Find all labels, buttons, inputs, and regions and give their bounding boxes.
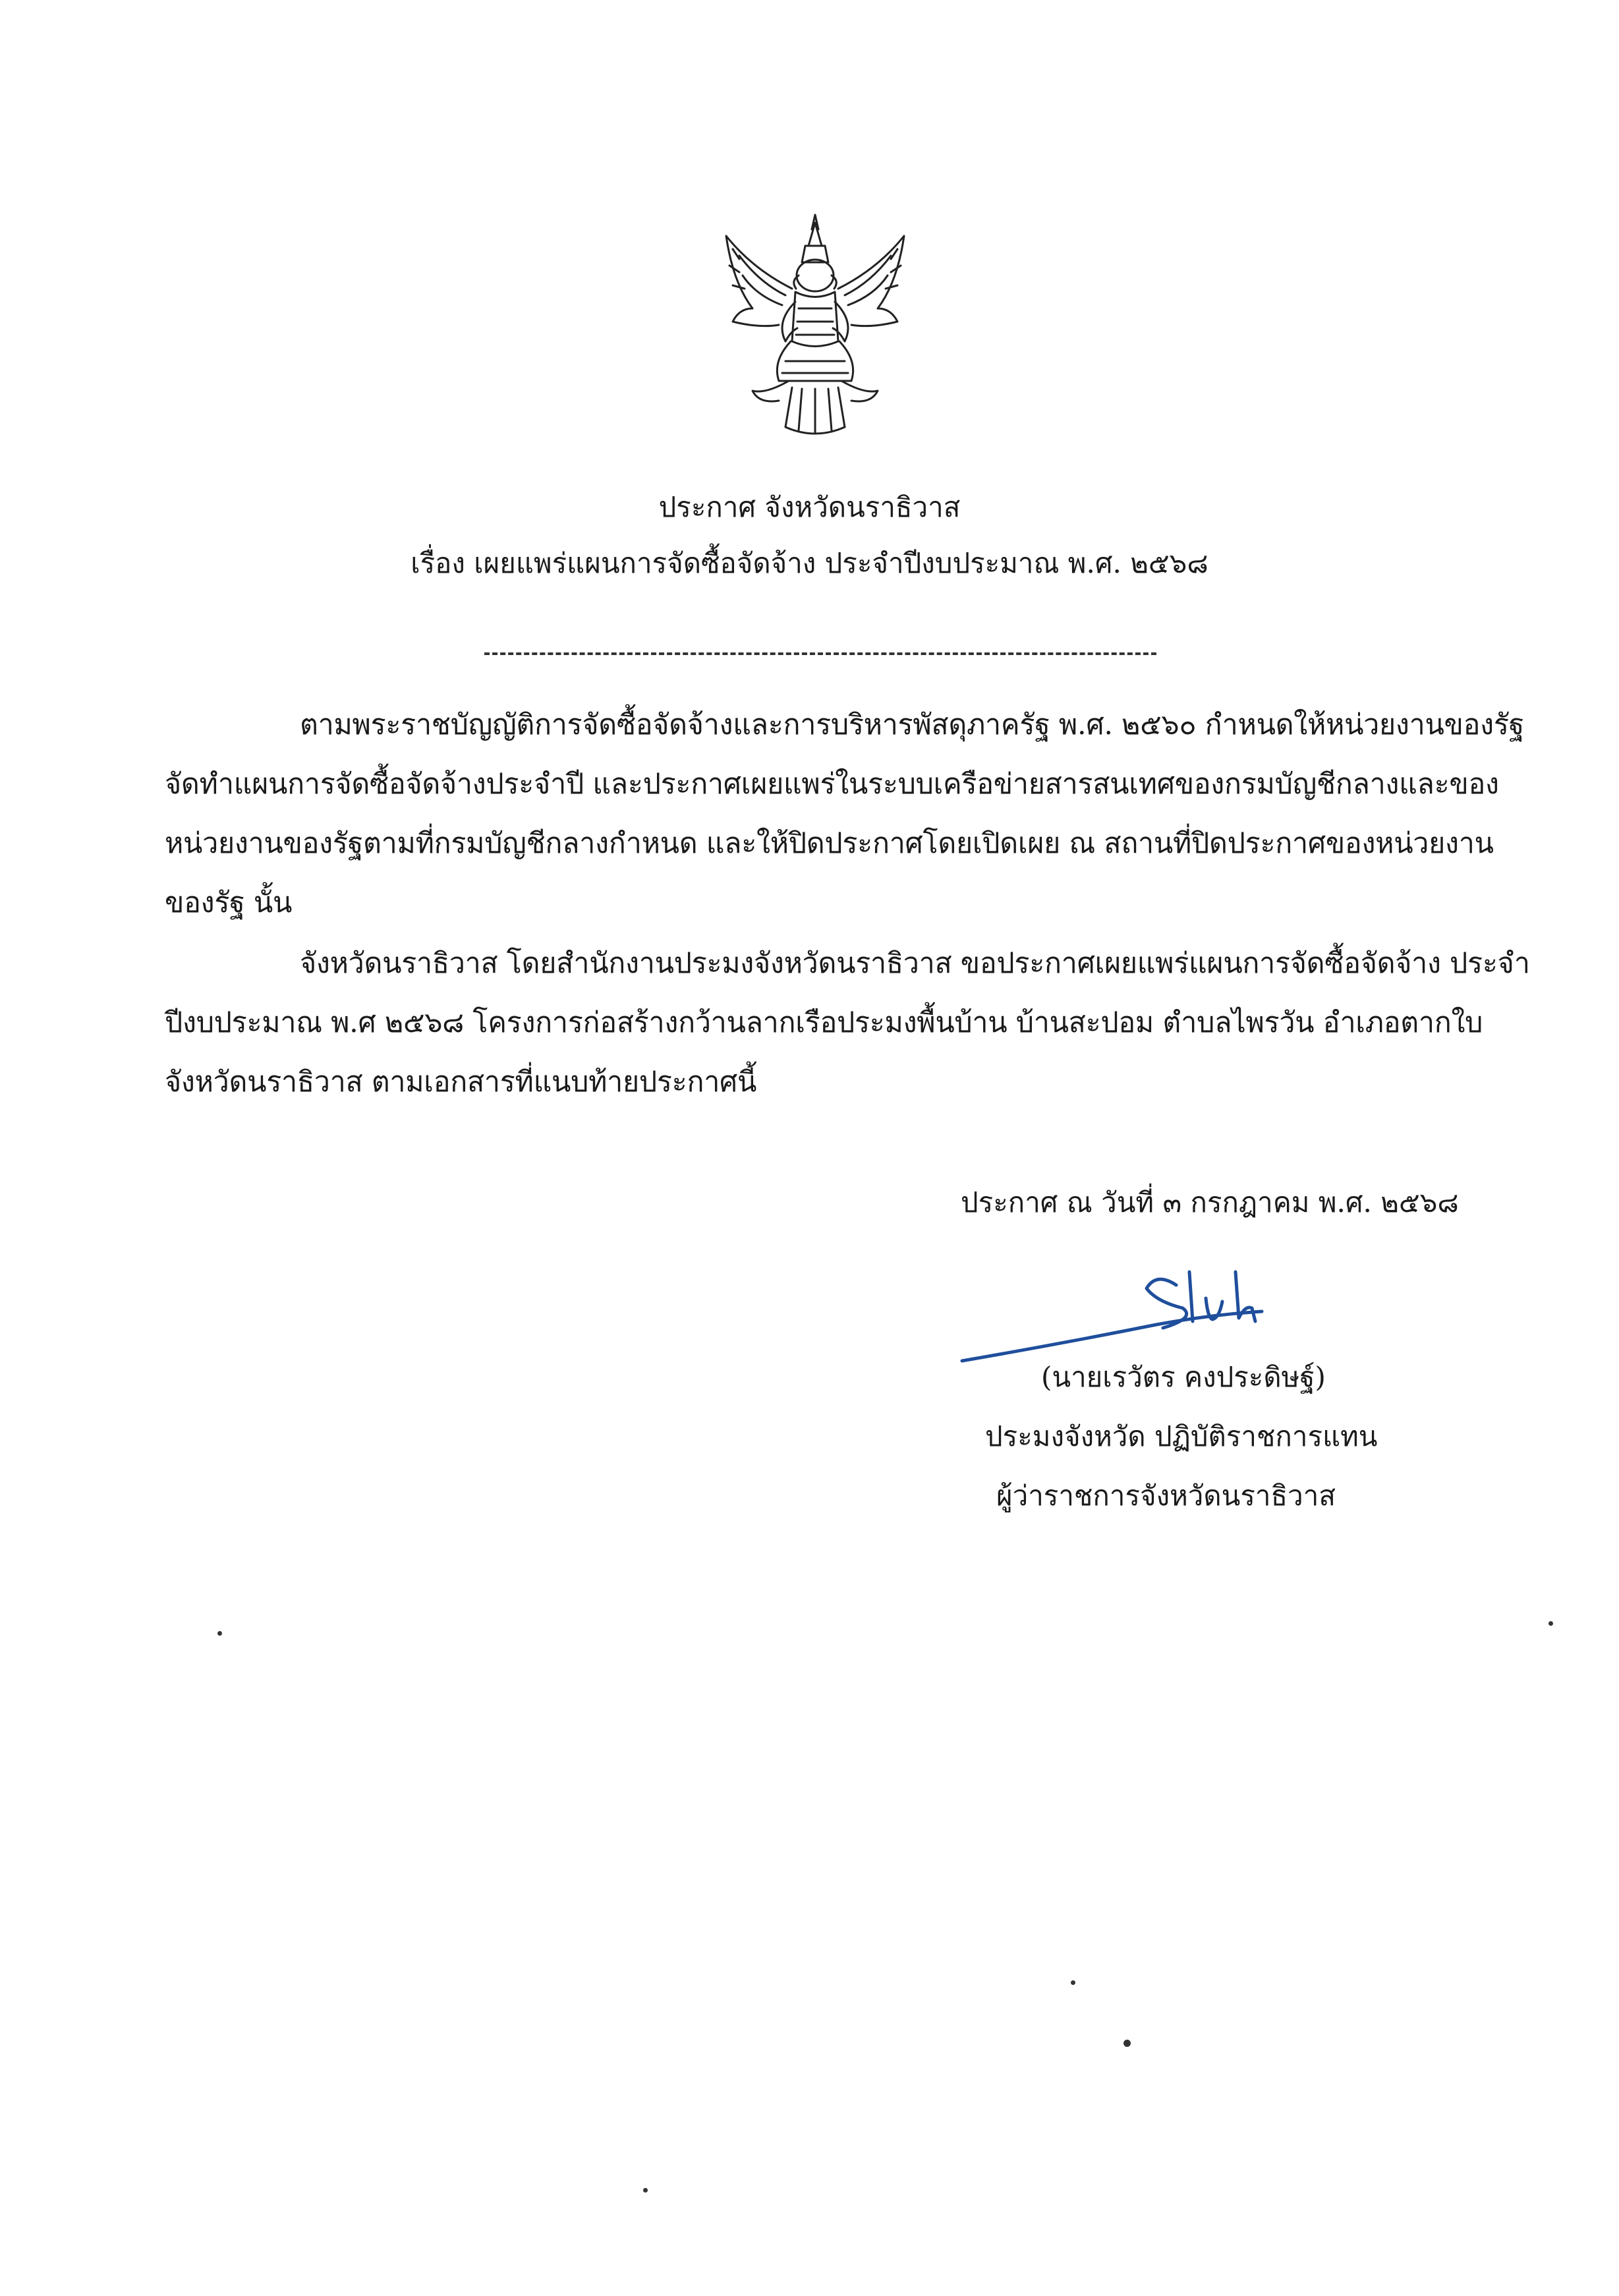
signatory-position-2: ผู้ว่าราชการจังหวัดนราธิวาส [996, 1479, 1336, 1512]
signatory-position: ประมงจังหวัด ปฏิบัติราชการแทน [985, 1420, 1378, 1452]
garuda-emblem-icon [713, 210, 917, 440]
paragraph2-line: จังหวัดนราธิวาส โดยสำนักงานประมงจังหวัดนราธิวาส ขอประกาศเผยแพร่แผนการจัดซื้อจัดจ้าง ประจำ [300, 947, 1530, 980]
scan-speck [1071, 1980, 1075, 1985]
dashed-divider [484, 652, 1156, 655]
scan-speck [1548, 1621, 1553, 1626]
paragraph1-line: ของรัฐ นั้น [165, 886, 293, 919]
announcement-date: ประกาศ ณ วันที่ ๓ กรกฎาคม พ.ศ. ๒๕๖๘ [961, 1186, 1459, 1219]
paragraph1-line: ตามพระราชบัญญัติการจัดซื้อจัดจ้างและการบริหารพัสดุภาครัฐ พ.ศ. ๒๕๖๐ กำหนดให้หน่วยงานของรัฐ [300, 708, 1525, 741]
paragraph2-line: ปีงบประมาณ พ.ศ ๒๕๖๘ โครงการก่อสร้างกว้านลากเรือประมงพื้นบ้าน บ้านสะปอม ตำบลไพรวัน อำเภอตากใบ [165, 1006, 1483, 1039]
scan-speck [1123, 2040, 1131, 2047]
scan-speck [217, 1631, 222, 1636]
paragraph2-line: จังหวัดนราธิวาส ตามเอกสารที่แนบท้ายประกาศนี้ [165, 1066, 757, 1099]
signatory-name: (นายเรวัตร คงประดิษฐ์) [1041, 1361, 1326, 1393]
paragraph1-line: จัดทำแผนการจัดซื้อจัดจ้างประจำปี และประกาศเผยแพร่ในระบบเครือข่ายสารสนเทศของกรมบัญชีกลางและของ [165, 768, 1499, 801]
announcement-subject: เรื่อง เผยแพร่แผนการจัดซื้อจัดจ้าง ประจำปีงบประมาณ พ.ศ. ๒๕๖๘ [411, 547, 1208, 579]
paragraph1-line: หน่วยงานของรัฐตามที่กรมบัญชีกลางกำหนด และให้ปิดประกาศโดยเปิดเผย ณ สถานที่ปิดประกาศของหน่วยงาน [165, 827, 1494, 860]
scan-speck [643, 2188, 648, 2193]
announcement-title: ประกาศ จังหวัดนราธิวาส [658, 491, 961, 523]
